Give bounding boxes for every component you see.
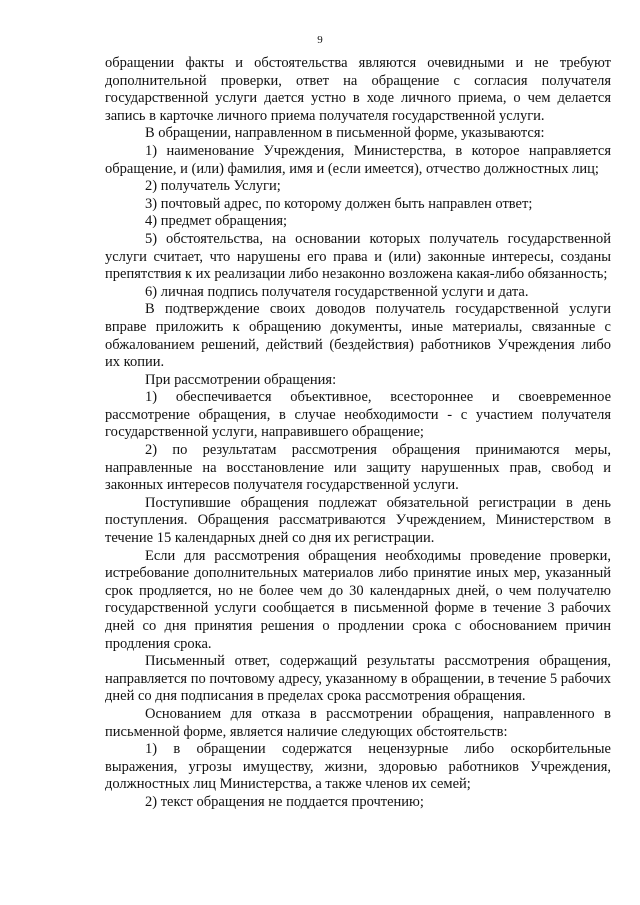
paragraph: В обращении, направленном в письменной форме, указываются:: [145, 125, 545, 142]
paragraph-continuation: обращении факты и обстоятельства являются очевидными и не требуют дополнительной проверки, ответ на обращение с согласия получателя государственной услуги дается устно в ходе личного приема, о чем делается запись в карточке личного приема получателя государственной услуги.: [105, 55, 611, 124]
page-number: 9: [317, 34, 323, 46]
list-item: 5) обстоятельства, на основании которых получатель государственной услуги считает, что нарушены его права и (или) законные интересы, созданы препятствия к их реализации либо незаконно возложена какая-либо обязанность;: [105, 230, 611, 283]
list-item: 1) обеспечивается объективное, всестороннее и своевременное рассмотрение обращения, в случае необходимости - с участием получателя государственной услуги, направившего обращение;: [105, 389, 611, 441]
paragraph: В подтверждение своих доводов получатель государственной услуги вправе приложить к обращению документы, иные материалы, связанные с обжалованием решений, действий (бездействия) работников Учреждения либо их копии.: [105, 301, 611, 371]
list-item: 1) наименование Учреждения, Министерства, в которое направляется обращение, и (или) фамилия, имя и (если имеется), отчество должностных лиц;: [105, 142, 611, 177]
paragraph: При рассмотрении обращения:: [145, 371, 337, 388]
list-item: 4) предмет обращения;: [145, 213, 288, 230]
paragraph: Основанием для отказа в рассмотрении обращения, направленного в письменной форме, является наличие следующих обстоятельств:: [105, 705, 611, 740]
paragraph: Письменный ответ, содержащий результаты рассмотрения обращения, направляется по почтовому адресу, указанному в обращении, в течение 5 рабочих дней со дня подписания в пределах срока рассмотрения обращения.: [105, 653, 612, 705]
document-body: [105, 55, 611, 812]
list-item: 2) текст обращения не поддается прочтению;: [145, 793, 424, 810]
list-item: 1) в обращении содержатся нецензурные либо оскорбительные выражения, угрозы имуществу, жизни, здоровью работников Учреждения, должностных лиц Министерства, а также членов их семей;: [105, 741, 611, 793]
list-item: 2) получатель Услуги;: [145, 178, 281, 195]
list-item: 6) личная подпись получателя государственной услуги и дата.: [145, 283, 529, 300]
list-item: 3) почтовый адрес, по которому должен быть направлен ответ;: [145, 195, 533, 212]
paragraph: Поступившие обращения подлежат обязательной регистрации в день поступления. Обращения рассматриваются Учреждением, Министерством в течение 15 календарных дней со дня их регистрации.: [105, 494, 611, 547]
list-item: 2) по результатам рассмотрения обращения принимаются меры, направленные на восстановление или защиту нарушенных прав, свобод и законных интересов получателя государственной услуги.: [105, 442, 611, 494]
paragraph: Если для рассмотрения обращения необходимы проведение проверки, истребование дополнительных материалов либо принятие иных мер, указанный срок продляется, но не более чем до 30 календарных дней, о чем получателю государственной услуги сообщается в письменной форме в течение 3 рабочих дней со дня принятия решения о продлении срока с обоснованием причин продления срока.: [105, 547, 611, 652]
